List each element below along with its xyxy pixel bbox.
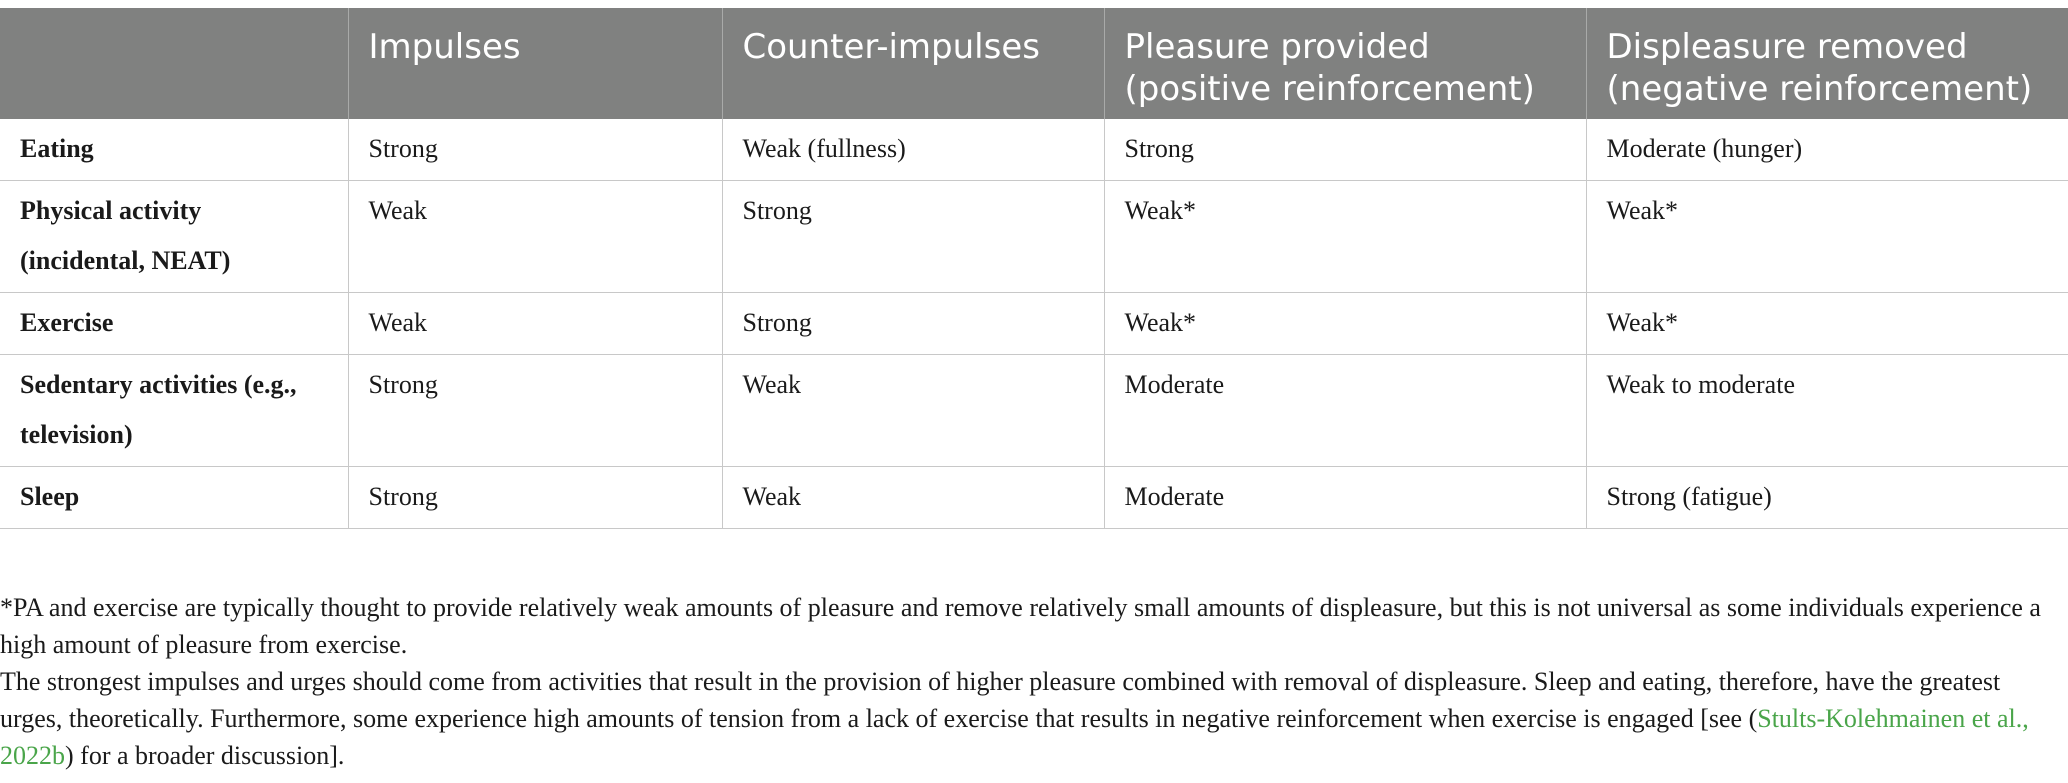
footnote-explanation xyxy=(0,663,2068,774)
citation-link[interactable]: Stults-Kolehmainen et al., 2022b xyxy=(0,704,2029,770)
cell-counter-impulses: Weak (fullness) xyxy=(722,119,1104,181)
cell-counter-impulses: Weak xyxy=(722,355,1104,467)
header-cell-pleasure-provided: Pleasure provided (positive reinforcement) xyxy=(1104,8,1586,119)
cell-counter-impulses: Strong xyxy=(722,293,1104,355)
cell-pleasure-provided: Strong xyxy=(1104,119,1586,181)
data-table xyxy=(0,8,2068,529)
row-label: Eating xyxy=(0,119,348,181)
header-cell-displeasure-removed: Displeasure removed (negative reinforcement) xyxy=(1606,27,2033,109)
cell-displeasure-removed: Moderate (hunger) xyxy=(1586,119,2068,181)
header-cell-empty xyxy=(0,8,348,119)
cell-displeasure-removed: Strong (fatigue) xyxy=(1586,467,2068,529)
table-row xyxy=(0,355,2068,467)
cell-impulses: Weak xyxy=(348,181,722,293)
cell-counter-impulses: Strong xyxy=(722,181,1104,293)
footnote-asterisk: *PA and exercise are typically thought to provide relatively weak amounts of pleasure and remove relatively small amounts of displeasure, but this is not universal as some individuals experience a high amount of pleasure from exercise. xyxy=(0,593,2041,659)
table-row xyxy=(0,119,2068,181)
cell-pleasure-provided: Moderate xyxy=(1104,355,1586,467)
cell-impulses: Strong xyxy=(348,119,722,181)
cell-impulses: Weak xyxy=(348,293,722,355)
row-label: Physical activity (incidental, NEAT) xyxy=(0,181,348,293)
table-footnotes xyxy=(0,589,2068,774)
footnote-text-end: ) for a broader discussion]. xyxy=(65,741,345,770)
header-cell-impulses: Impulses xyxy=(348,8,722,119)
table-header xyxy=(0,8,2068,119)
cell-pleasure-provided: Moderate xyxy=(1104,467,1586,529)
cell-impulses: Strong xyxy=(348,355,722,467)
cell-pleasure-provided: Weak* xyxy=(1104,293,1586,355)
header-cell-counter-impulses: Counter-impulses xyxy=(722,8,1104,119)
cell-pleasure-provided: Weak* xyxy=(1104,181,1586,293)
footnote-text-start: The strongest impulses and urges should come from activities that result in the provision of higher pleasure combined with removal of displeasure. Sleep and eating, therefore, have the greatest urges, theoretically. Furthermore, some experience high amounts of tension from a lack of exercise that results in negative reinforcement when exercise is engaged [see ( xyxy=(0,667,2001,733)
table-row xyxy=(0,181,2068,293)
cell-displeasure-removed: Weak* xyxy=(1586,293,2068,355)
cell-displeasure-removed: Weak* xyxy=(1586,181,2068,293)
table-row xyxy=(0,293,2068,355)
cell-impulses: Strong xyxy=(348,467,722,529)
cell-displeasure-removed: Weak to moderate xyxy=(1586,355,2068,467)
row-label: Sedentary activities (e.g., television) xyxy=(0,355,348,467)
row-label: Exercise xyxy=(0,293,348,355)
table-row xyxy=(0,467,2068,529)
row-label: Sleep xyxy=(0,467,348,529)
cell-counter-impulses: Weak xyxy=(722,467,1104,529)
table-body xyxy=(0,119,2068,529)
header-row xyxy=(0,8,2068,119)
